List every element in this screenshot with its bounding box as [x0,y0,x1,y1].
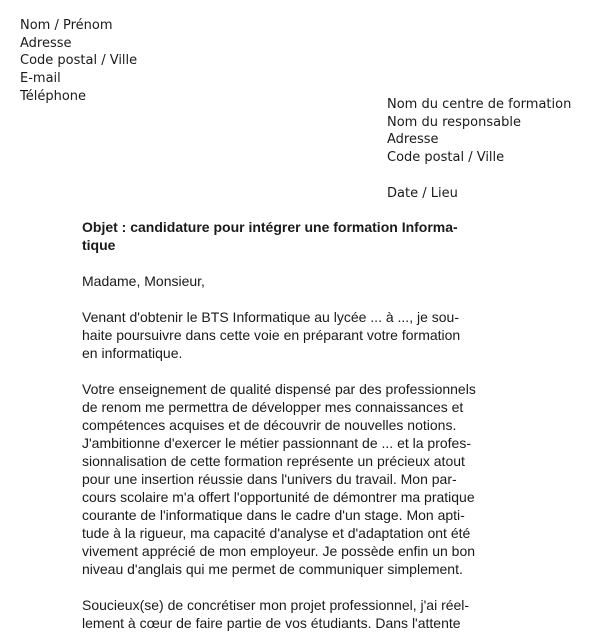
paragraph-motivation [82,380,522,578]
recipient-address: Adresse [387,132,439,148]
sender-phone: Téléphone [20,88,87,104]
paragraph-line: Votre enseignement de qualité dispensé par des professionnels [82,381,476,397]
sender-address: Adresse [20,35,72,51]
paragraph-line: en informatique. [82,345,183,361]
date-place: Date / Lieu [387,186,458,201]
paragraph-line: pour une insertion réussie dans l'univers du travail. Mon par- [82,471,457,487]
paragraph-line: de renom me permettra de développer mes connaissances et [82,399,464,415]
paragraph-line: niveau d'anglais qui me permet de communiquer simplement. [82,561,463,577]
paragraph-line: J'ambitionne d'exercer le métier passionnant de ... et la profes- [82,435,471,451]
paragraph-line: lement à cœur de faire partie de vos étudiants. Dans l'attente [82,615,461,631]
sender-email: E-mail [20,71,61,87]
recipient-manager-name: Nom du responsable [387,114,521,130]
letter-subject [82,218,522,254]
paragraph-line: haite poursuivre dans cette voie en préparant votre formation [82,327,461,343]
recipient-postal-city: Code postal / Ville [387,150,505,166]
paragraph-intro [82,308,522,362]
subject-line: Objet : candidature pour intégrer une formation Informa- [82,219,458,235]
subject-line: tique [82,237,116,253]
sender-postal-city: Code postal / Ville [20,53,138,69]
paragraph-line: courante de l'informatique dans le cadre d'un stage. Mon apti- [82,507,465,523]
sender-name: Nom / Prénom [20,18,113,33]
paragraph-line: cours scolaire m'a offert l'opportunité de démontrer ma pratique [82,489,475,505]
paragraph-closing [82,596,522,632]
paragraph-line: Venant d'obtenir le BTS Informatique au lycée ... à ..., je sou- [82,309,459,325]
paragraph-line: compétences acquises et de découvrir de nouvelles notions. [82,417,457,433]
paragraph-line: vivement apprécié de mon employeur. Je possède enfin un bon [82,543,476,559]
salutation: Madame, Monsieur, [82,273,205,289]
paragraph-line: Soucieux(se) de concrétiser mon projet professionnel, j'ai réel- [82,597,470,613]
sender-address-block [20,17,137,106]
recipient-center-name: Nom du centre de formation [387,97,572,112]
paragraph-line: sionnalisation de cette formation représente un précieux atout [82,453,465,469]
paragraph-line: tude à la rigueur, ma capacité d'analyse et d'adaptation ont été [82,525,471,541]
recipient-address-block [387,96,571,167]
